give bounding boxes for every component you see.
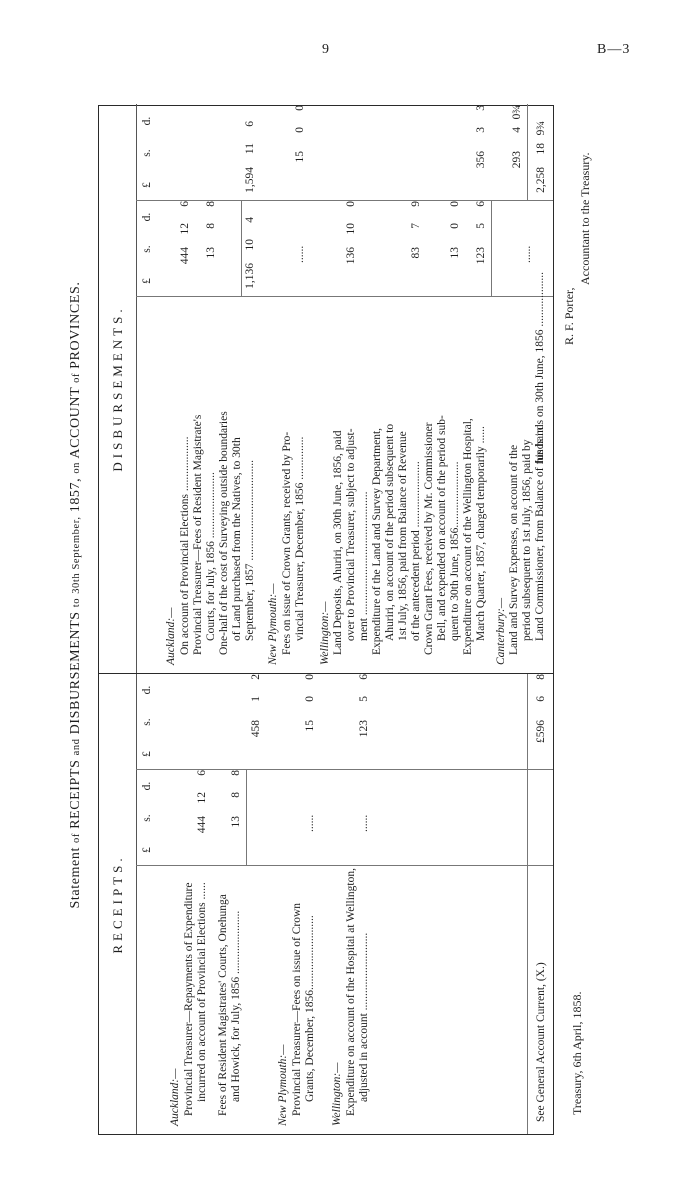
disbursements-wellington-item1-line1: Land Deposits, Ahuriri, on 30th June, 1856, paid	[332, 430, 344, 655]
disbursements-wellington-item1-line2: over to Provincial Treasurer, subject to adjust-	[345, 428, 357, 641]
disbursements-new-plymouth-label: New Plymouth:—	[267, 583, 279, 665]
disbursements-canterbury-dots: ......	[521, 245, 533, 263]
disbursements-wellington-item1-amount: 136 10 0	[345, 201, 357, 265]
receipts-wellington-total: 123 5 6	[358, 674, 370, 738]
statement-table	[98, 105, 554, 1135]
receipts-heading: RECEIPTS.	[99, 674, 137, 1134]
disbursements-wellington-item2-amount: 83 7 9	[410, 201, 422, 259]
receipts-wellington-dots: ......	[358, 814, 370, 832]
disbursements-wellington-label: Wellington:—	[319, 601, 331, 665]
disbursements-new-plymouth-line2: vincial Treasurer, December, 1856 ...............	[294, 436, 306, 641]
receipts-auckland-label: Auckland:—	[169, 1068, 181, 1126]
disbursements-wellington-item3-amount: 13 0 0	[449, 201, 461, 259]
receipts-new-plymouth-line2: Grants, December, 1856..........................	[304, 915, 316, 1102]
disbursements-wellington-item2-line2: Ahuriri, on account of the period subsequent to	[384, 423, 396, 641]
disbursements-auckland-item2-line1: Provincial Treasurer—Fees of Resident Magistrate's	[192, 414, 204, 655]
disbursements-wellington-item4-line2: March Quarter, 1857, charged temporarily ......	[475, 426, 487, 641]
disbursements-auckland-label: Auckland:—	[165, 607, 177, 665]
disbursements-heading: DISBURSEMENTS.	[99, 104, 137, 673]
disbursements-auckland-total: 1,594 11 6	[244, 121, 256, 193]
disbursements-wellington-item2-line4: of the antecedent period .......................	[410, 461, 422, 641]
disbursements-auckland-item3-line3: September, 1857 ...................................	[244, 460, 256, 641]
disbursements-auckland-item3-line2: of Land purchased from the Natives, to 30th	[231, 437, 243, 641]
statement-title: Statement of RECEIPTS and DISBURSEMENTS to 30th September, 1857, on ACCOUNT of PROVINCES.	[68, 281, 83, 909]
disbursements-section	[99, 104, 553, 674]
disbursements-inner-col-heads: £ s. d.	[141, 212, 153, 284]
disbursements-canterbury-line4: his hands on 30th June, 1856 ...................	[534, 271, 546, 463]
disbursements-grand-total: 2,258 18 9¾	[535, 121, 547, 193]
disbursements-canterbury-line1: Land and Survey Expenses, on account of the	[508, 444, 520, 655]
receipts-grand-total: £596 6 8	[535, 674, 547, 743]
disbursements-auckland-item1-amount: 444 12 6	[179, 201, 191, 265]
receipts-inner-col-heads: £ s. d.	[141, 781, 153, 853]
receipts-total-col-heads: £ s. d.	[141, 685, 153, 757]
disbursements-wellington-item4-amount: 123 5 6	[475, 201, 487, 265]
disbursements-wellington-total: 356 3 3	[475, 105, 487, 169]
receipts-wellington-label: Wellington:—	[331, 1062, 343, 1126]
receipts-new-plymouth-label: New Plymouth:—	[277, 1044, 289, 1126]
disbursements-canterbury-label: Canterbury:—	[495, 597, 507, 665]
receipts-new-plymouth-line1: Provincial Treasurer—Fees on issue of Crown	[291, 902, 303, 1116]
disbursements-auckland-item2-amount: 13 8 8	[205, 201, 217, 259]
receipts-wellington-line2: adjusted in account ...........................	[358, 932, 370, 1102]
receipts-auckland-item2-line1: Fees of Resident Magistrates' Courts, Onehunga	[217, 894, 229, 1116]
disbursements-wellington-item2-line3: 1st July, 1856, paid from Balance of Revenue	[397, 431, 409, 641]
disbursements-auckland-item1-line1: On account of Provincial Elections ...................	[179, 436, 191, 655]
receipts-auckland-item1-line1: Provincial Treasurer—Repayments of Expenditure	[183, 882, 195, 1116]
receipts-new-plymouth-total: 15 0 0	[304, 674, 316, 732]
disbursements-auckland-item3-amount: 1,136 10 4	[244, 217, 256, 289]
disbursements-auckland-item3-line1: One-half of the cost of Surveying outside boundaries	[218, 411, 230, 655]
signatory-name: R. F. Porter,	[562, 287, 576, 345]
disbursements-new-plymouth-total: 15 0 0	[294, 105, 306, 163]
receipts-auckland-total: 458 1 2	[250, 674, 262, 738]
receipts-new-plymouth-dots: ......	[304, 814, 316, 832]
disbursements-new-plymouth-line1: Fees on issue of Crown Grants, received by Pro-	[281, 431, 293, 655]
receipts-footer-note: See General Account Current, (X.)	[535, 962, 547, 1122]
rotated-statement	[60, 45, 660, 1145]
disbursements-wellington-item3-line1: Crown Grant Fees, received by Mr. Commissioner	[423, 422, 435, 655]
signatory-title: Accountant to the Treasury.	[578, 152, 592, 285]
receipts-section	[99, 674, 553, 1134]
disbursements-canterbury-line3: Land Commissioner, from Balance of funds in	[534, 427, 546, 641]
receipts-auckland-item2-line2: and Howick, for July, 1856 ......................	[230, 910, 242, 1102]
disbursements-wellington-item3-line3: quent to 30th June, 1856.......................	[449, 461, 461, 641]
document-reference: B—3	[597, 42, 631, 57]
receipts-auckland-item2-amount: 13 8 8	[230, 770, 242, 828]
disbursements-total-col-heads: £ s. d.	[141, 116, 153, 188]
disbursements-wellington-item4-line1: Expenditure on account of the Wellington Hospital,	[462, 418, 474, 655]
disbursements-wellington-item1-line3: ment ...........................................	[358, 491, 370, 641]
treasury-date: Treasury, 6th April, 1858.	[570, 991, 584, 1115]
receipts-auckland-item1-line2: incurred on account of Provincial Elections ......	[196, 882, 208, 1102]
page-number: 9	[322, 42, 329, 57]
disbursements-auckland-item2-line2: Courts, for July, 1856 .......................	[205, 472, 217, 641]
disbursements-wellington-item2-line1: Expenditure of the Land and Survey Department,	[371, 427, 383, 655]
receipts-wellington-line1: Expenditure on account of the Hospital at Wellington,	[345, 868, 357, 1116]
disbursements-canterbury-line2: period subsequent to 1st July, 1856, paid by	[521, 439, 533, 641]
receipts-auckland-item1-amount: 444 12 6	[196, 770, 208, 834]
disbursements-wellington-item3-line2: Bell, and expended on account of the period sub-	[436, 415, 448, 641]
disbursements-new-plymouth-dots: ......	[294, 245, 306, 263]
disbursements-canterbury-total: 293 4 0¾	[511, 105, 523, 169]
